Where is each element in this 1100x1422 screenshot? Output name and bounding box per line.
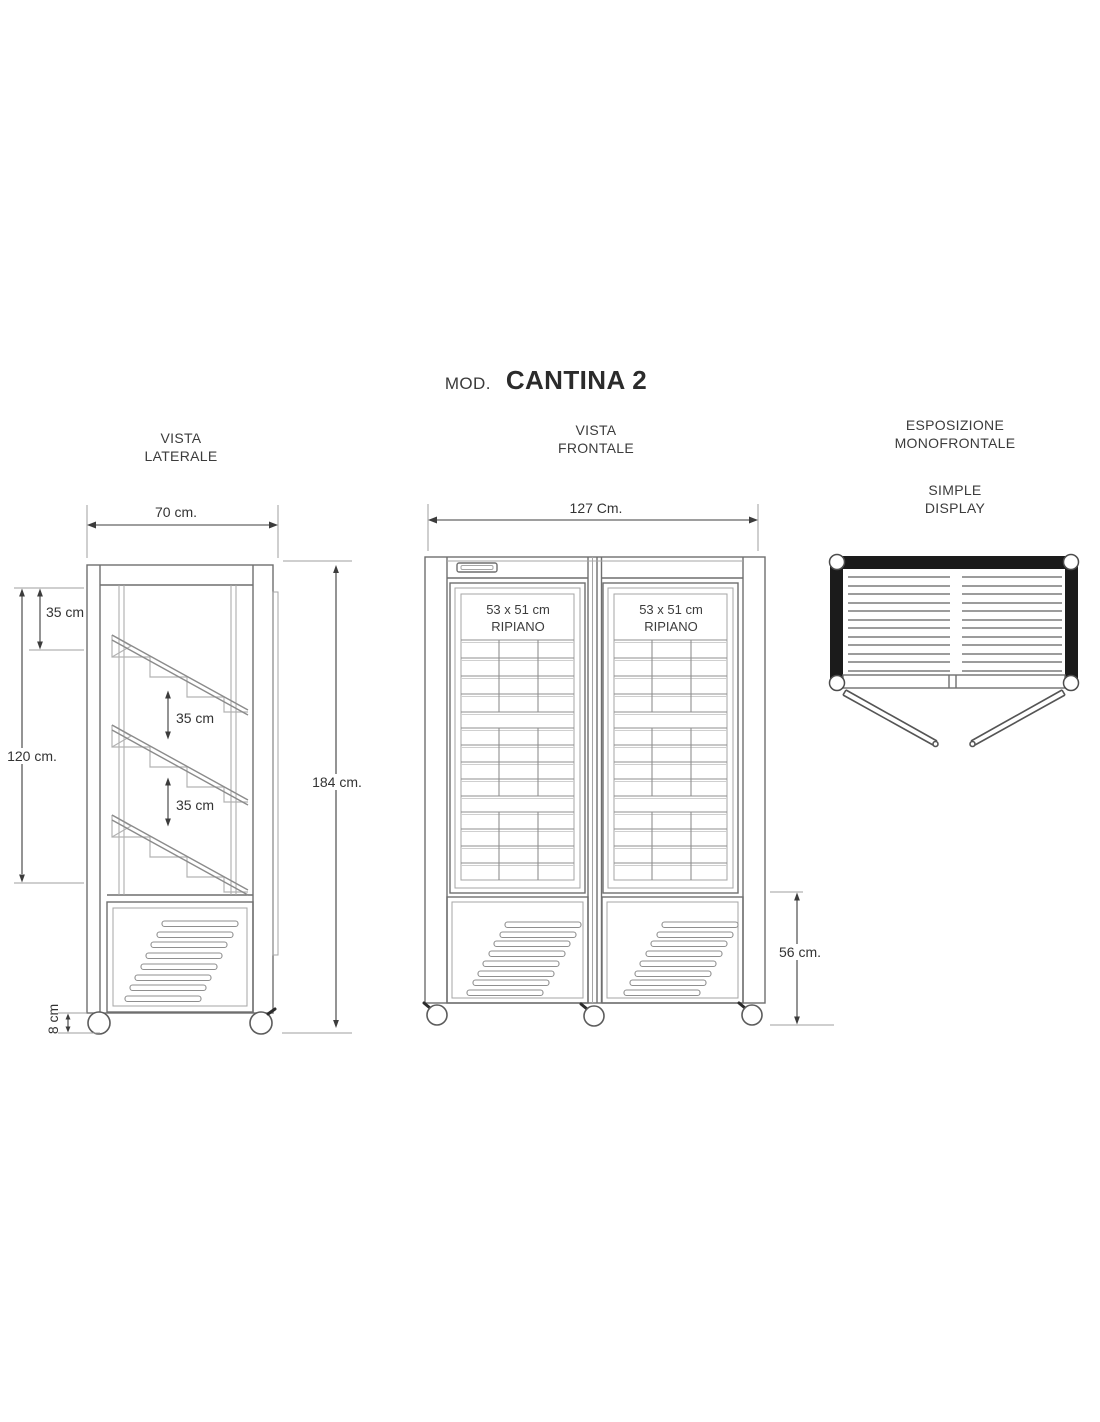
side-top-shelf-gap-dimension: 35 cm bbox=[45, 604, 85, 620]
side-shelf-gap2-dimension: 35 cm bbox=[175, 797, 215, 813]
front-casters bbox=[424, 1003, 762, 1026]
front-left-vent-slats bbox=[467, 922, 581, 996]
side-caster-height-dimension: 8 cm bbox=[45, 1003, 61, 1035]
side-total-height-dimension: 184 cm. bbox=[306, 774, 368, 790]
side-vent-panel bbox=[107, 902, 253, 1012]
right-door-shelf-word: RIPIANO bbox=[644, 619, 698, 634]
side-caster-left bbox=[88, 1012, 110, 1034]
front-view-drawing bbox=[410, 495, 810, 1060]
title-block bbox=[396, 365, 696, 396]
front-wine-rack-grid bbox=[461, 640, 727, 880]
right-door-shelf-size: 53 x 51 cm bbox=[639, 602, 703, 617]
side-view-title bbox=[81, 429, 281, 465]
top-view-drawing bbox=[815, 540, 1100, 760]
front-view-title-line2: FRONTALE bbox=[557, 440, 635, 456]
model-name-label: CANTINA 2 bbox=[505, 365, 648, 395]
top-view-subtitle bbox=[835, 481, 1075, 517]
left-door-shelf-word: RIPIANO bbox=[491, 619, 545, 634]
front-view-title-line1: VISTA bbox=[575, 422, 617, 438]
side-shelf-gap1-dimension: 35 cm bbox=[175, 710, 215, 726]
side-view-title-line1: VISTA bbox=[160, 430, 202, 446]
top-view-subtitle-line2: DISPLAY bbox=[924, 500, 986, 516]
top-view-open-doors bbox=[843, 690, 1065, 747]
front-vent-panels bbox=[447, 897, 743, 1003]
top-view-subtitle-line1: SIMPLE bbox=[928, 482, 982, 498]
front-width-dimension: 127 Cm. bbox=[569, 500, 623, 516]
front-caster-left bbox=[427, 1005, 447, 1025]
side-bottle-shelves bbox=[112, 635, 248, 895]
side-vent-slats bbox=[125, 921, 238, 1002]
top-view-title-line2: MONOFRONTALE bbox=[894, 435, 1016, 451]
front-caster-middle bbox=[584, 1006, 604, 1026]
model-prefix-label: MOD. bbox=[444, 374, 491, 393]
top-view-front-rail bbox=[843, 675, 1065, 688]
side-display-height-dimension: 120 cm. bbox=[1, 748, 63, 764]
front-caster-right bbox=[742, 1005, 762, 1025]
left-door-shelf-size: 53 x 51 cm bbox=[486, 602, 550, 617]
left-door-shelf-label bbox=[458, 601, 578, 635]
front-base-height-dimension: 56 cm. bbox=[771, 944, 829, 960]
side-view-title-line2: LATERALE bbox=[144, 448, 218, 464]
front-view-title bbox=[496, 421, 696, 457]
top-view-title bbox=[835, 416, 1075, 452]
right-door-shelf-label bbox=[611, 601, 731, 635]
top-view-shelf-slats bbox=[848, 577, 1062, 671]
side-width-dimension: 70 cm. bbox=[154, 504, 197, 520]
top-view-title-line1: ESPOSIZIONE bbox=[905, 417, 1005, 433]
door-badge bbox=[457, 563, 497, 572]
front-right-vent-slats bbox=[624, 922, 738, 996]
